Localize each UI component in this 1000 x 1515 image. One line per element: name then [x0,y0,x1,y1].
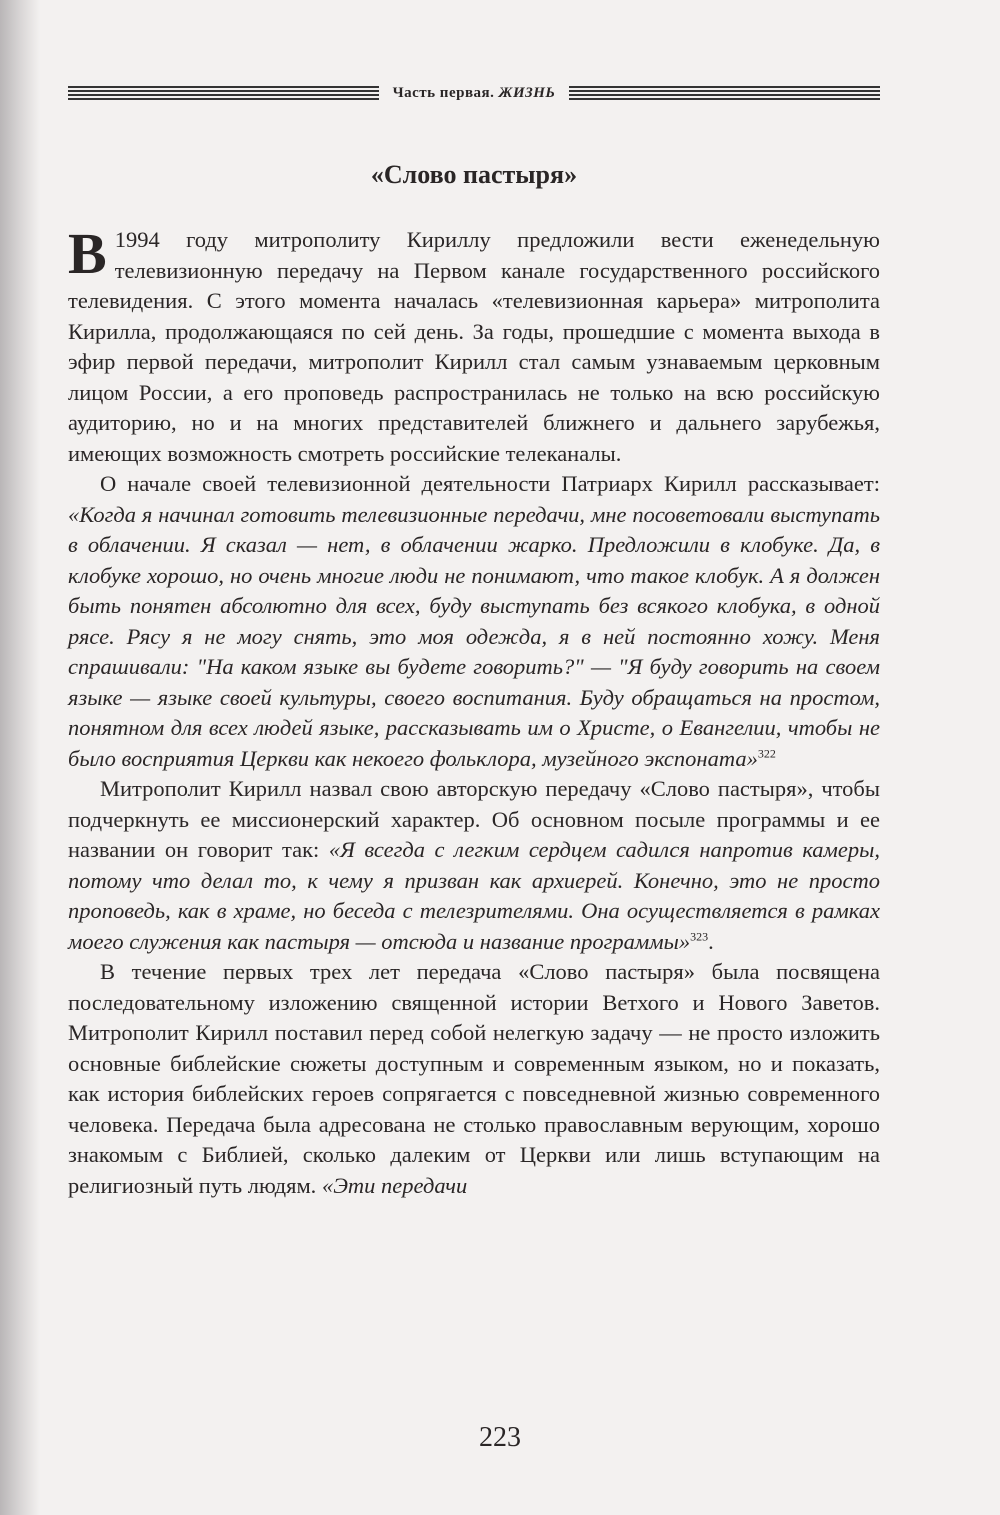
paragraph-1-text: 1994 году митрополиту Кириллу предложили вести еженедельную телевизионную передачу на Первом канале государственного российского телевидения. С этого момента началась «телевизионная карьера» митрополита Кирилла, продолжающаяся по сей день. За годы, прошедшие с момента выхода в эфир первой передачи, митрополит Кирилл стал самым узнаваемым церковным лицом России, а его проповедь распространилась не только на всю российскую аудиторию, но и на многих представителей ближнего и дальнего зарубежья, имеющих возможность смотреть российские телеканалы. [68,227,880,466]
paragraph-4-quote: «Эти передачи [321,1172,468,1198]
paragraph-3-quote: «Я всегда с легким сердцем садился напротив камеры, потому что делал то, к чему я призван как архиерей. Конечно, это не просто проповедь, как в храме, но беседа с телезрителями. Она осуществляется в рамках моего служения как пастыря — отсюда и название программы» [68,837,880,954]
header-section: ЖИЗНЬ [498,84,556,101]
footnote-ref-323: 323 [690,929,709,943]
body-text [68,221,880,1201]
paragraph-2-intro: О начале своей телевизионной деятельности Патриарх Кирилл рассказывает: [100,471,880,496]
page-gutter-shadow [0,0,40,1515]
header-part: Часть первая. [392,84,495,101]
paragraph-4-text: В течение первых трех лет передача «Слово пастыря» была посвящена последовательному изложению священной истории Ветхого и Нового Заветов. Митрополит Кирилл поставил перед собой нелегкую задачу — не просто изложить основные библейские сюжеты доступным и современным языком, но и показать, как история библейских героев сопрягается с повседневной жизнью современного человека. Передача была адресована не столько православным верующим, хорошо знакомым с Библией, сколько далеким от Церкви или лишь вступающим на религиозный путь людям. [68,959,880,1198]
footnote-ref-322: 322 [757,746,776,760]
drop-cap: В [68,221,107,286]
paragraph-2-quote: «Когда я начинал готовить телевизионные передачи, мне посоветовали выступать в облачении. Я сказал — нет, в облачении жарко. Предложили в клобуке. Да, в клобуке хорошо, но очень многие люди не понимают, что такое клобук. А я должен быть понятен абсолютно для всех, буду выступать без всякого клобука, в одной рясе. Рясу я не могу снять, это моя одежда, я в ней постоянно хожу. Меня спрашивали: "На каком языке вы будете говорить?" — "Я буду говорить на своем языке — языке своей культуры, своего воспитания. Буду обращаться на простом, понятном для всех людей языке, рассказывать им о Христе, о Евангелии, чтобы не было восприятия Церкви как некоего фольклора, музейного экспоната» [68,501,880,771]
header-rule-right [569,86,880,100]
paragraph-1 [68,221,880,469]
page-number: 223 [479,1422,521,1453]
running-header [68,78,880,108]
paragraph-2 [68,469,880,774]
header-rule-left [68,86,379,100]
paragraph-4 [68,957,880,1201]
paragraph-3-end: . [708,928,714,954]
section-title: «Слово пастыря» [370,160,578,189]
header-title [379,85,570,102]
paragraph-3 [68,774,880,957]
paragraph-3-intro: Митрополит Кирилл назвал свою авторскую передачу «Слово пастыря», чтобы подчеркнуть ее миссионерский характер. Об основном посыле программы и ее названии он говорит так: [68,776,880,862]
